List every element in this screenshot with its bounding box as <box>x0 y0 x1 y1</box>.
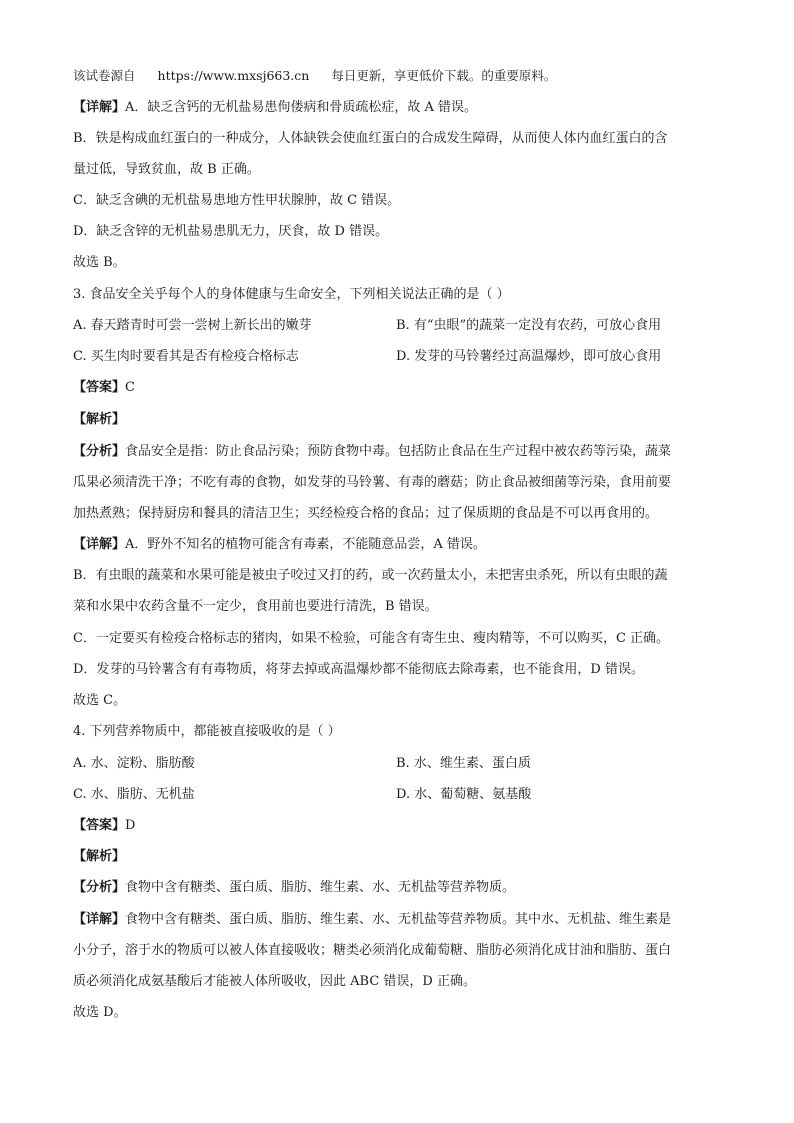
q4-choice: 故选 D。 <box>73 1005 127 1020</box>
detail-tag: 【详解】 <box>73 100 126 115</box>
q3-analysis-line3: 加热煮熟；保持厨房和餐具的清洁卫生；买经检疫合格的食品；过了保质期的食品是不可以再食用的。 <box>73 506 659 521</box>
q3-option-d: D. 发芽的马铃薯经过高温爆炒，即可放心食用 <box>396 349 662 364</box>
q3-option-c: C. 买生肉时要看其是否有检疫合格标志 <box>73 349 299 364</box>
q2-choice: 故选 B。 <box>73 255 126 270</box>
q2-detail-d: D．缺乏含锌的无机盐易患肌无力，厌食，故 D 错误。 <box>73 224 389 239</box>
q4-option-c: C. 水、脂肪、无机盐 <box>73 787 195 802</box>
q3-analysis-line2: 瓜果必须清洗干净；不吃有毒的食物，如发芽的马铃薯、有毒的蘑菇；防止食品被细菌等污染，食用前要 <box>73 475 672 490</box>
q4-analysis: 【分析】食物中含有糖类、蛋白质、脂肪、维生素、水、无机盐等营养物质。 <box>73 880 516 895</box>
q4-option-a: A. 水、淀粉、脂肪酸 <box>73 756 195 771</box>
q4-detail-line3: 质必须消化成氨基酸后才能被人体所吸收，因此 ABC 错误，D 正确。 <box>73 974 476 989</box>
source-url[interactable]: https://www.mxsj663.cn <box>157 68 310 83</box>
analysis-label: 【分析】 <box>73 444 126 459</box>
q4-detail-line1: 【详解】食物中含有糖类、蛋白质、脂肪、维生素、水、无机盐等营养物质。其中水、无机盐、维生素是 <box>73 912 672 927</box>
detail-tag: 【详解】 <box>73 537 126 552</box>
analysis-label: 【分析】 <box>73 880 126 895</box>
q3-detail-a: 【详解】A．野外不知名的植物可能含有毒素，不能随意品尝，A 错误。 <box>73 537 486 552</box>
answer-tag: 【答案】 <box>73 818 126 833</box>
source-prefix: 该试卷源自 <box>73 68 136 83</box>
q3-answer <box>73 372 721 403</box>
q2-detail-b-line2: 量过低，导致贫血，故 B 正确。 <box>73 162 260 177</box>
answer-tag: 【答案】 <box>73 380 126 395</box>
q3-stem: 3. 食品安全关乎每个人的身体健康与生命安全，下列相关说法正确的是（ ） <box>73 287 510 302</box>
answer-value: D <box>125 818 136 833</box>
detail-tag: 【详解】 <box>73 912 126 927</box>
q3-option-a: A. 春天踏青时可尝一尝树上新长出的嫩芽 <box>73 318 312 333</box>
source-suffix: 每日更新，享更低价下载。的重要原料。 <box>331 68 557 83</box>
q3-option-b: B. 有“虫眼”的蔬菜一定没有农药，可放心食用 <box>396 318 662 333</box>
q3-detail-b-line1: B．有虫眼的蔬菜和水果可能是被虫子咬过又打的药，或一次药量太小，未把害虫杀死，所以有虫眼的蔬 <box>73 568 668 583</box>
q4-analysis-tag: 【解析】 <box>73 849 126 864</box>
answer-value: C <box>125 380 135 395</box>
q3-analysis-line1: 【分析】食品安全是指：防止食品污染；预防食物中毒。包括防止食品在生产过程中被农药等污染，蔬菜 <box>73 444 672 459</box>
q4-stem: 4. 下列营养物质中，都能被直接吸收的是（ ） <box>73 724 341 739</box>
q3-detail-d: D．发芽的马铃薯含有有毒物质，将芽去掉或高温爆炒都不能彻底去除毒素，也不能食用，D 错误。 <box>73 662 644 677</box>
q3-detail-c: C．一定要买有检疫合格标志的猪肉，如果不检验，可能含有寄生虫、瘦肉精等，不可以购买，C 正确。 <box>73 631 670 646</box>
q3-choice: 故选 C。 <box>73 693 127 708</box>
q4-option-d: D. 水、葡萄糖、氨基酸 <box>396 787 532 802</box>
q2-detail-c: C．缺乏含碘的无机盐易患地方性甲状腺肿，故 C 错误。 <box>73 193 401 208</box>
q2-detail-a: 【详解】A．缺乏含钙的无机盐易患佝偻病和骨质疏松症，故 A 错误。 <box>73 100 478 115</box>
q3-analysis-tag: 【解析】 <box>73 412 126 427</box>
q4-detail-line2: 小分子，溶于水的物质可以被人体直接吸收；糖类必须消化成葡萄糖、脂肪必须消化成甘油和脂肪、蛋白 <box>73 943 672 958</box>
q4-option-b: B. 水、维生素、蛋白质 <box>396 756 531 771</box>
q2-detail-b-line1: B．铁是构成血红蛋白的一种成分，人体缺铁会使血红蛋白的合成发生障碍，从而使人体内血红蛋白的含 <box>73 131 668 146</box>
q3-detail-b-line2: 菜和水果中农药含量不一定少，食用前也要进行清洗，B 错误。 <box>73 599 438 614</box>
q4-answer <box>73 810 721 841</box>
source-line <box>73 60 721 91</box>
